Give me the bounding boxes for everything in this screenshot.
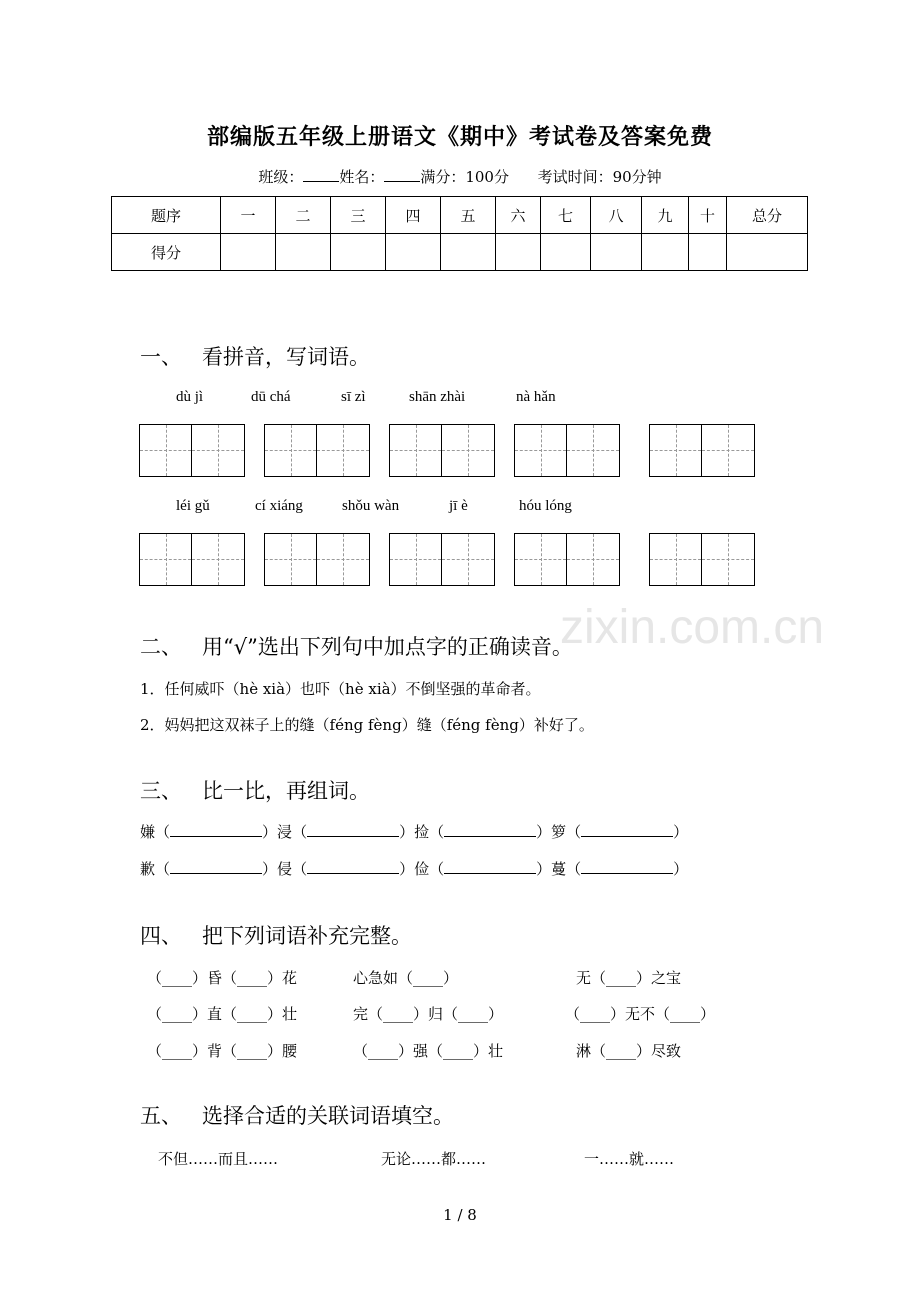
section-title: 看拼音，写词语。: [202, 345, 370, 369]
idiom-item[interactable]: （____）强（____）壮: [353, 1042, 504, 1060]
name-label: 姓名：: [339, 168, 385, 186]
answer-blank[interactable]: [170, 859, 262, 874]
writing-box[interactable]: [389, 424, 495, 477]
score-table-header-row: [112, 197, 808, 234]
pinyin-label: dù jì: [176, 389, 204, 405]
question-item: 2．妈妈把这双袜子上的缝（féng fèng）缝（féng fèng）补好了。: [140, 716, 594, 734]
writing-box[interactable]: [514, 424, 620, 477]
section-number: 五、: [140, 1104, 182, 1128]
score-header-cell: 四: [386, 197, 441, 234]
score-header-cell: 六: [496, 197, 541, 234]
section-1-heading: [140, 341, 370, 371]
answer-blank[interactable]: [444, 859, 536, 874]
writing-box[interactable]: [389, 533, 495, 586]
score-cell[interactable]: [541, 234, 591, 271]
score-table: [111, 196, 808, 271]
idiom-item[interactable]: 淋（____）尽致: [576, 1042, 682, 1060]
answer-blank[interactable]: [307, 822, 399, 837]
full-score: 满分：100分: [420, 168, 509, 186]
score-cell[interactable]: [496, 234, 541, 271]
compare-char: 歉: [140, 860, 156, 878]
pinyin-label: nà hǎn: [516, 389, 556, 405]
section-4-heading: [140, 920, 412, 950]
pinyin-label: shǒu wàn: [342, 498, 400, 514]
page-number: 1 / 8: [443, 1206, 477, 1224]
pinyin-label: cí xiáng: [255, 498, 303, 514]
compare-row: 嫌（ ）浸（ ）捡（ ）箩（ ）: [140, 823, 689, 841]
compare-char: 蔓: [551, 860, 567, 878]
compare-char: 箩: [551, 823, 567, 841]
score-header-cell: 总分: [727, 197, 808, 234]
score-cell[interactable]: [221, 234, 276, 271]
idiom-item[interactable]: （____）背（____）腰: [147, 1042, 298, 1060]
writing-box[interactable]: [139, 424, 245, 477]
compare-char: 侵: [277, 860, 293, 878]
conjunction-option: 不但……而且……: [158, 1150, 279, 1168]
pinyin-label: dū chá: [251, 389, 291, 405]
section-number: 三、: [140, 779, 182, 803]
writing-box[interactable]: [649, 424, 755, 477]
section-title: 用“√”选出下列句中加点字的正确读音。: [202, 635, 573, 659]
answer-blank[interactable]: [307, 859, 399, 874]
compare-char: 俭: [414, 860, 430, 878]
section-5-heading: [140, 1100, 454, 1130]
score-header-cell: 三: [331, 197, 386, 234]
score-header-cell: 九: [642, 197, 689, 234]
answer-blank[interactable]: [581, 822, 673, 837]
class-blank[interactable]: [303, 167, 339, 182]
score-header-cell: 五: [441, 197, 496, 234]
score-cell[interactable]: [727, 234, 808, 271]
class-label: 班级：: [258, 168, 304, 186]
question-item: 1．任何威吓（hè xià）也吓（hè xià）不倒坚强的革命者。: [140, 680, 541, 698]
compare-row: 歉（ ）侵（ ）俭（ ）蔓（ ）: [140, 860, 689, 878]
answer-blank[interactable]: [581, 859, 673, 874]
score-cell[interactable]: [689, 234, 727, 271]
page-title: 部编版五年级上册语文《期中》考试卷及答案免费: [206, 124, 713, 150]
section-number: 二、: [140, 635, 182, 659]
score-cell[interactable]: [386, 234, 441, 271]
watermark: zixin.com.cn: [560, 601, 825, 654]
score-cell[interactable]: [441, 234, 496, 271]
score-header-cell: 八: [591, 197, 642, 234]
score-header-cell: 七: [541, 197, 591, 234]
pinyin-label: jī è: [449, 498, 468, 514]
compare-char: 捡: [414, 823, 430, 841]
writing-box[interactable]: [264, 533, 370, 586]
pinyin-label: hóu lóng: [519, 498, 572, 514]
idiom-item[interactable]: 完（____）归（____）: [353, 1005, 504, 1023]
compare-char: 浸: [277, 823, 293, 841]
score-row-label: 得分: [112, 234, 221, 271]
answer-blank[interactable]: [444, 822, 536, 837]
exam-time: 考试时间：90分钟: [537, 168, 662, 186]
score-header-cell: 题序: [112, 197, 221, 234]
score-header-cell: 一: [221, 197, 276, 234]
section-title: 选择合适的关联词语填空。: [202, 1104, 454, 1128]
idiom-item[interactable]: （____）直（____）壮: [147, 1005, 298, 1023]
section-3-heading: [140, 775, 370, 805]
idiom-item[interactable]: 心急如（____）: [353, 969, 459, 987]
writing-box[interactable]: [264, 424, 370, 477]
score-header-cell: 十: [689, 197, 727, 234]
section-number: 一、: [140, 345, 182, 369]
score-cell[interactable]: [591, 234, 642, 271]
answer-blank[interactable]: [170, 822, 262, 837]
score-cell[interactable]: [331, 234, 386, 271]
writing-box[interactable]: [139, 533, 245, 586]
pinyin-label: shān zhài: [409, 389, 466, 405]
idiom-item[interactable]: （____）昏（____）花: [147, 969, 298, 987]
pinyin-label: sī zì: [341, 389, 366, 405]
pinyin-label: léi gǔ: [176, 498, 210, 514]
conjunction-option: 无论……都……: [381, 1150, 487, 1168]
exam-info: [0, 166, 920, 187]
idiom-item[interactable]: （____）无不（____）: [565, 1005, 716, 1023]
score-cell[interactable]: [642, 234, 689, 271]
writing-box[interactable]: [514, 533, 620, 586]
section-title: 比一比，再组词。: [202, 779, 370, 803]
section-number: 四、: [140, 924, 182, 948]
score-cell[interactable]: [276, 234, 331, 271]
section-title: 把下列词语补充完整。: [202, 924, 412, 948]
idiom-item[interactable]: 无（____）之宝: [576, 969, 682, 987]
compare-char: 嫌: [140, 823, 156, 841]
score-header-cell: 二: [276, 197, 331, 234]
writing-box[interactable]: [649, 533, 755, 586]
score-table-score-row: [112, 234, 808, 271]
name-blank[interactable]: [384, 167, 420, 182]
section-2-heading: [140, 631, 573, 661]
conjunction-option: 一……就……: [584, 1150, 675, 1168]
